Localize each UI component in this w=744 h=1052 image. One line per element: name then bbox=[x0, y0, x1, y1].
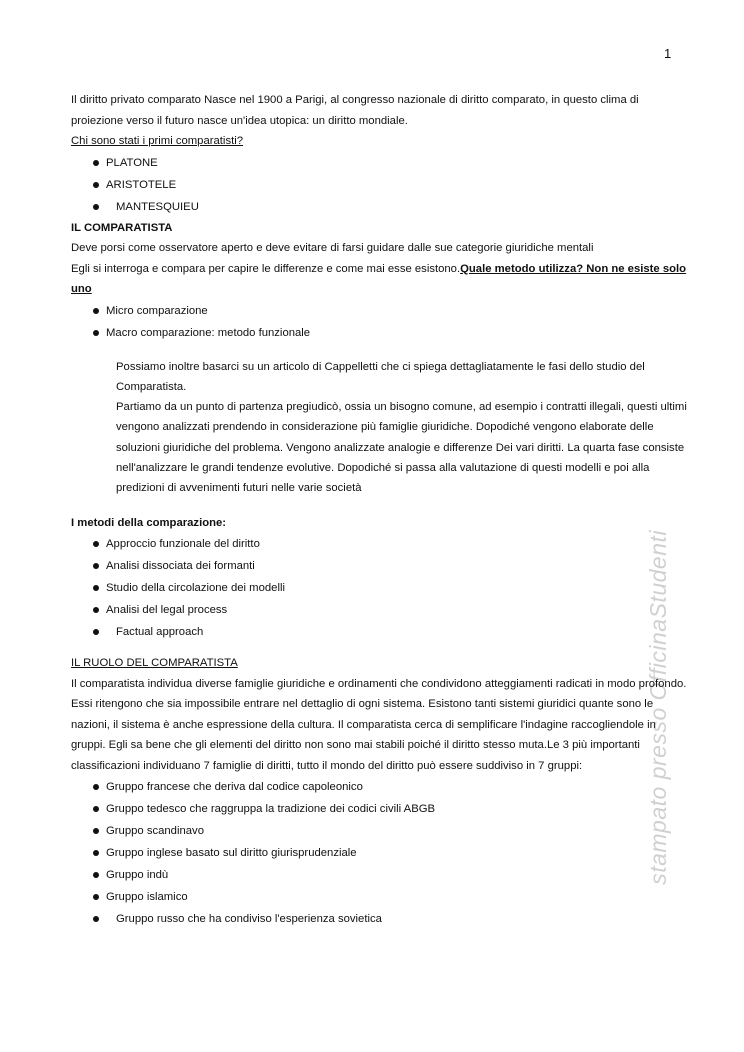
comparatists-list bbox=[71, 152, 691, 218]
intro-paragraph: Il diritto privato comparato Nasce nel 1900 a Parigi, al congresso nazionale di diritto comparato, in questo clima di proiezione verso il futuro nasce un'idea utopica: un diritto mondiale. bbox=[71, 94, 639, 127]
groups-list bbox=[71, 776, 691, 930]
ruolo-paragraph: Il comparatista individua diverse famiglie giuridiche e ordinamenti che condividono atteggiamenti radicati in modo profondo. Essi ritengono che sia impossibile entrare nel dettaglio di ogni sistema. Esistono tanti sistemi giuridici quante sono le nazioni, il sistema è anche espressione della cultura. Il comparatista cerca di semplificare l'indagine raccogliendole in gruppi. Egli sa bene che gli elementi del diritto non sono mai stabili poiché il diritto stesso muta.Le 3 più importanti classificazioni individuano 7 famiglie di diritti, tutto il mondo del diritto può essere suddiviso in 7 gruppi: bbox=[71, 677, 687, 772]
list-item: Analisi del legal process bbox=[93, 599, 691, 621]
list-item: Gruppo tedesco che raggruppa la tradizione dei codici civili ABGB bbox=[93, 798, 691, 820]
list-item: Gruppo indù bbox=[93, 864, 691, 886]
watermark: stampato presso OfficinaStudenti bbox=[645, 530, 671, 885]
document-body bbox=[71, 90, 691, 930]
list-item: ARISTOTELE bbox=[93, 174, 691, 196]
section-heading-metodi: I metodi della comparazione: bbox=[71, 516, 227, 529]
comparatista-line-2 bbox=[71, 259, 691, 300]
list-item: Factual approach bbox=[93, 621, 691, 643]
cappelletti-paragraph-2: Partiamo da un punto di partenza pregiudicò, ossia un bisogno comune, ad esempio i contratti illegali, questi ultimi vengono analizzati prendendo in considerazione più famiglie giuridiche. Dopodiché vengono elaborate delle soluzioni giuridiche del problema. Vengono analizzate analogie e differenze Dei vari diritti. La quarta fase consiste nell'analizzare le grandi tendenze evolutive. Dopodiché si passa alla valutazione di questi modelli e poi alla predizioni di avvenimenti futuri nelle varie società bbox=[116, 401, 687, 495]
list-item: Micro comparazione bbox=[93, 300, 691, 322]
list-item: PLATONE bbox=[93, 152, 691, 174]
list-item: Studio della circolazione dei modelli bbox=[93, 577, 691, 599]
list-item: Gruppo inglese basato sul diritto giurisprudenziale bbox=[93, 842, 691, 864]
comparatists-question: Chi sono stati i primi comparatisti? bbox=[71, 135, 244, 147]
cappelletti-paragraph-1: Possiamo inoltre basarci su un articolo di Cappelletti che ci spiega dettagliatamente le fasi dello studio del Comparatista. bbox=[116, 360, 645, 393]
list-item: Gruppo russo che ha condiviso l'esperienza sovietica bbox=[93, 908, 691, 930]
comparatista-line-1: Deve porsi come osservatore aperto e deve evitare di farsi guidare dalle sue categorie giuridiche mentali bbox=[71, 242, 594, 254]
page-number: 1 bbox=[664, 46, 672, 61]
list-item: Gruppo scandinavo bbox=[93, 820, 691, 842]
section-heading-ruolo: IL RUOLO DEL COMPARATISTA bbox=[71, 657, 238, 670]
cappelletti-block bbox=[116, 357, 691, 499]
metodi-list bbox=[71, 533, 691, 643]
list-item: MANTESQUIEU bbox=[93, 196, 691, 218]
list-item: Approccio funzionale del diritto bbox=[93, 533, 691, 555]
list-item: Analisi dissociata dei formanti bbox=[93, 555, 691, 577]
list-item: Macro comparazione: metodo funzionale bbox=[93, 322, 691, 344]
comparatista-line-2-text: Egli si interroga e compara per capire le differenze e come mai esse esistono. bbox=[71, 262, 461, 275]
list-item: Gruppo francese che deriva dal codice capoleonico bbox=[93, 776, 691, 798]
section-heading-comparatista: IL COMPARATISTA bbox=[71, 221, 173, 234]
list-item: Gruppo islamico bbox=[93, 886, 691, 908]
method-question: Quale metodo utilizza? Non ne esiste solo uno bbox=[71, 262, 687, 295]
methods-list bbox=[71, 300, 691, 344]
